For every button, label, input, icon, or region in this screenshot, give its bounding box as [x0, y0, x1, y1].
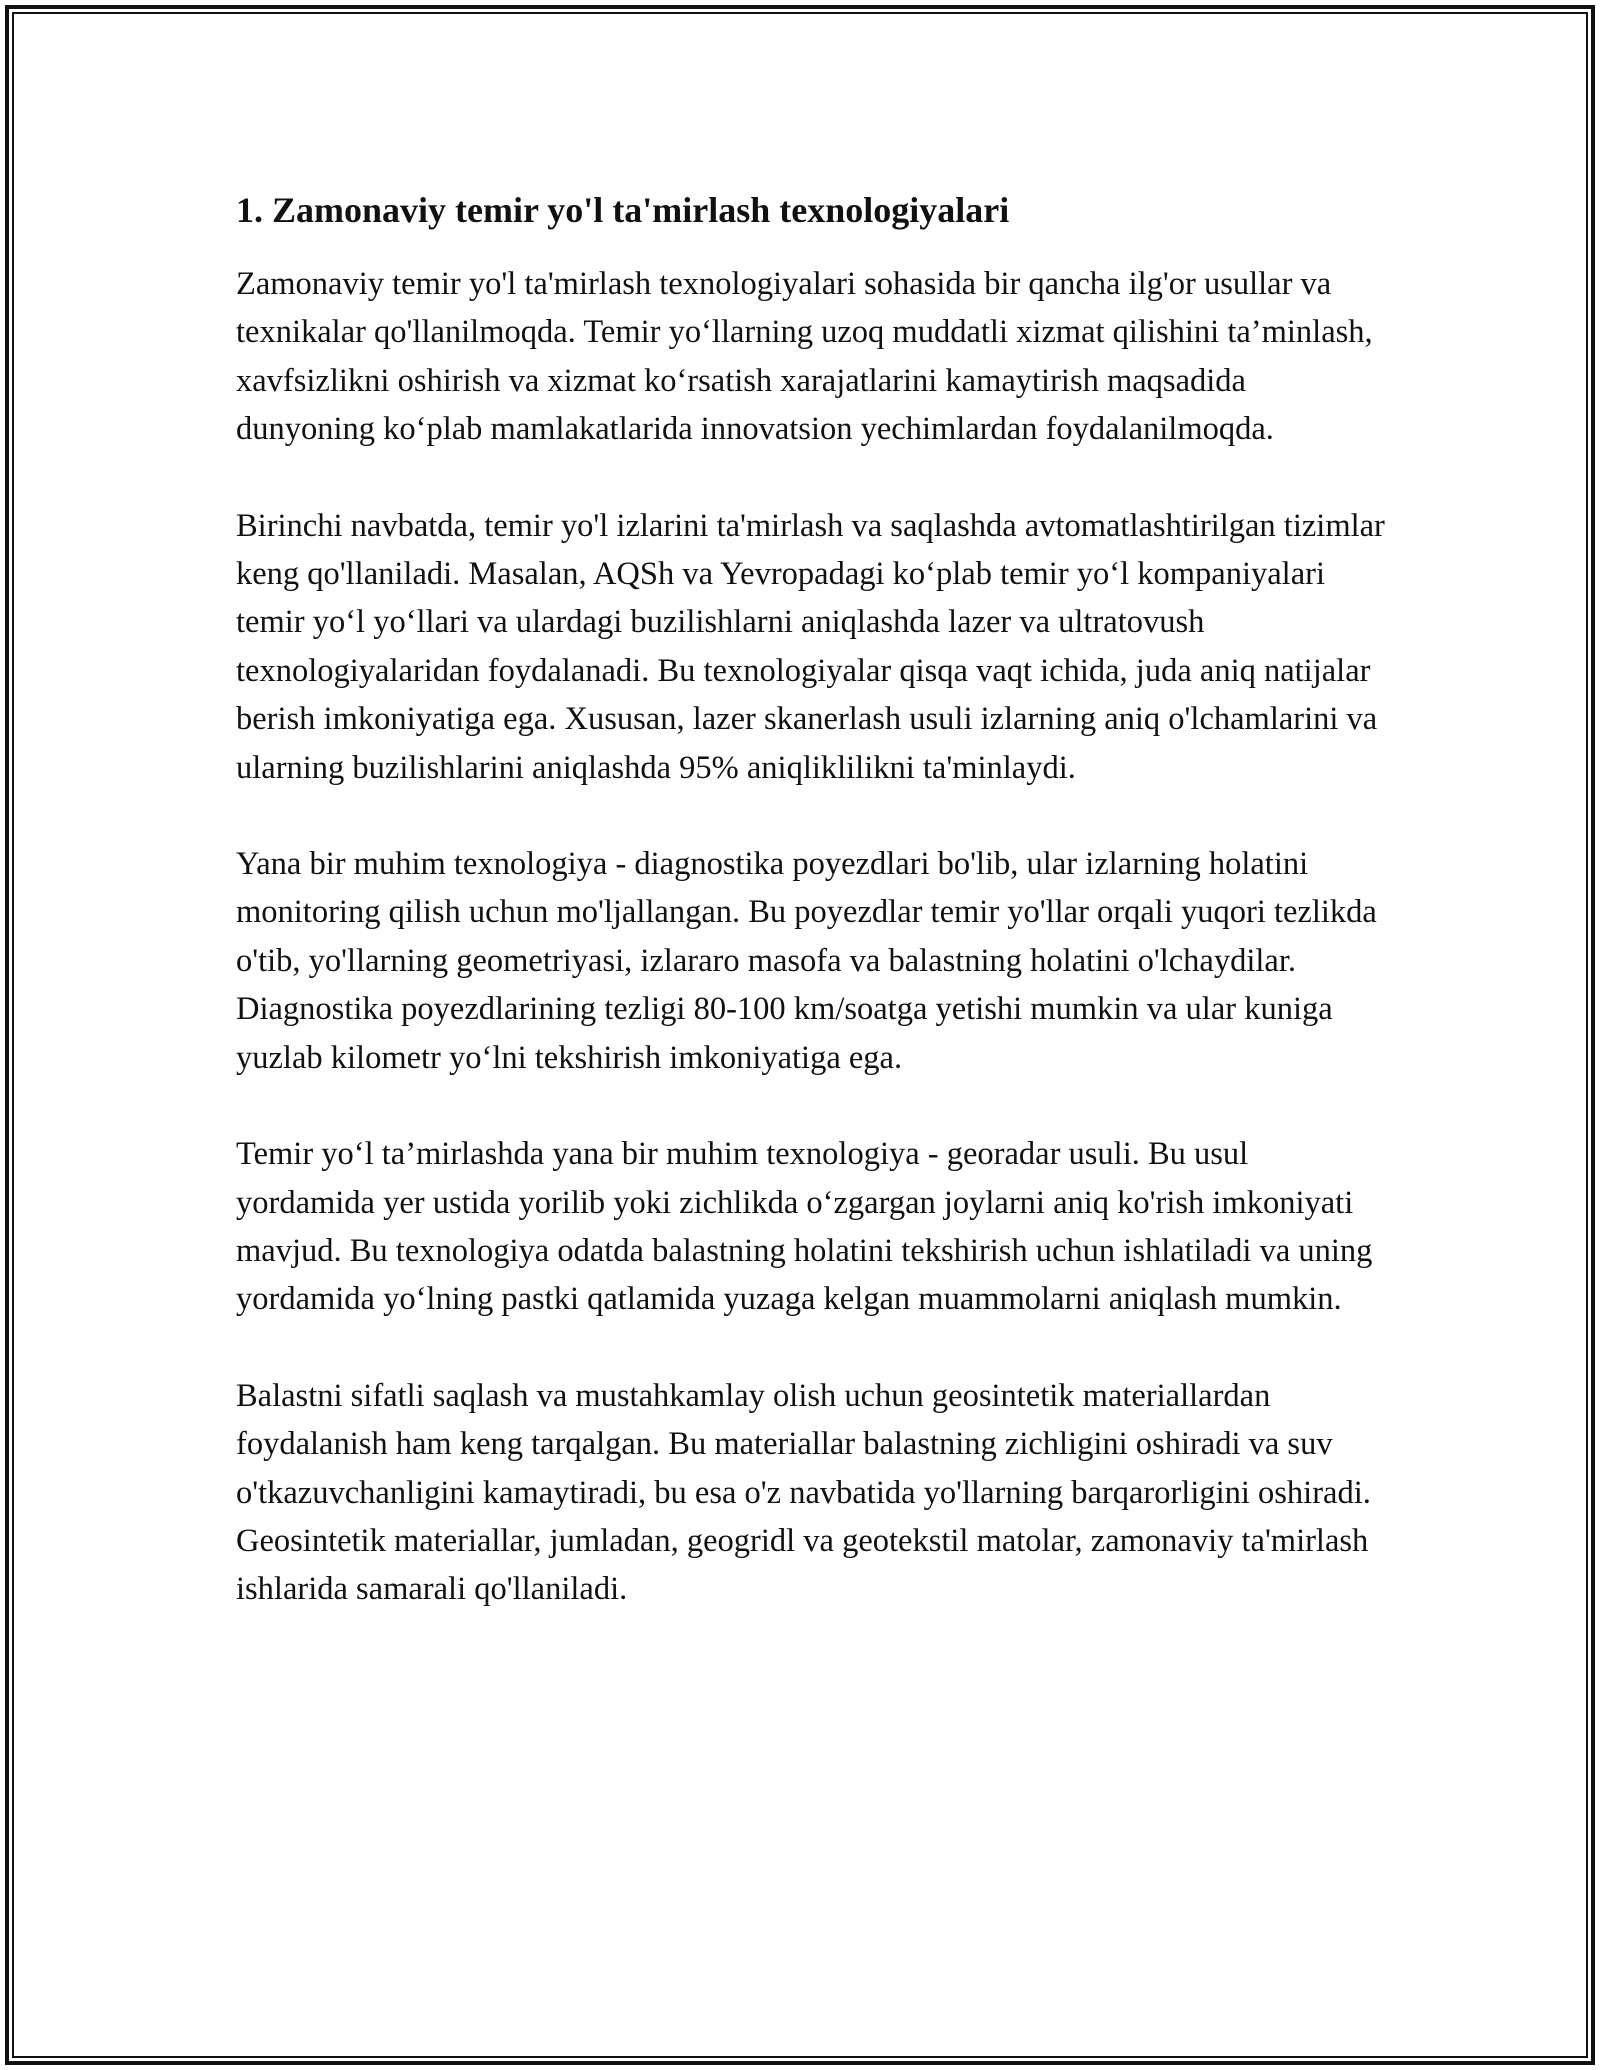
section-heading: 1. Zamonaviy temir yo'l ta'mirlash texnologiyalari: [236, 190, 1010, 230]
paragraph-georadar: Temir yo‘l ta’mirlashda yana bir muhim texnologiya - georadar usuli. Bu usul yordamida yer ustida yorilib yoki zichlikda o‘zgargan joylarni aniq ko'rish imkoniyati mavjud. Bu texnologiya odatda balastning holatini tekshirish uchun ishlatiladi va uning yordamida yo‘lning pastki qatlamida yuzaga kelgan muammolarni aniqlash mumkin.: [236, 1136, 1373, 1318]
paragraph-automation: Birinchi navbatda, temir yo'l izlarini ta'mirlash va saqlashda avtomatlashtirilgan tizimlar keng qo'llaniladi. Masalan, AQSh va Yevropadagi ko‘plab temir yo‘l kompaniyalari temir yo‘l yo‘llari va ulardagi buzilishlarni aniqlashda lazer va ultratovush texnologiyalaridan foydalanadi. Bu texnologiyalar qisqa vaqt ichida, juda aniq natijalar berish imkoniyatiga ega. Xususan, lazer skanerlash usuli izlarning aniq o'lchamlarini va ularning buzilishlarini aniqlashda 95% aniqliklilikni ta'minlaydi.: [236, 507, 1385, 786]
document-body: [236, 186, 1386, 1662]
paragraph-geosynthetics: Balastni sifatli saqlash va mustahkamlay olish uchun geosintetik materiallardan foydalanish ham keng tarqalgan. Bu materiallar balastning zichligini oshiradi va suv o'tkazuvchanligini kamaytiradi, bu esa o'z navbatida yo'llarning barqarorligini oshiradi. Geosintetik materiallar, jumladan, geogridl va geotekstil matolar, zamonaviy ta'mirlash ishlarida samarali qo'llaniladi.: [236, 1377, 1371, 1608]
paragraph-diagnostic-trains: Yana bir muhim texnologiya - diagnostika poyezdlari bo'lib, ular izlarning holatini monitoring qilish uchun mo'ljallangan. Bu poyezdlar temir yo'llar orqali yuqori tezlikda o'tib, yo'llarning geometriyasi, izlararo masofa va balastning holatini o'lchaydilar. Diagnostika poyezdlarining tezligi 80-100 km/soatga yetishi mumkin va ular kuniga yuzlab kilometr yo‘lni tekshirish imkoniyatiga ega.: [236, 846, 1377, 1076]
paragraph-intro: Zamonaviy temir yo'l ta'mirlash texnologiyalari sohasida bir qancha ilg'or usullar va texnikalar qo'llanilmoqda. Temir yo‘llarning uzoq muddatli xizmat qilishini ta’minlash, xavfsizlikni oshirish va xizmat ko‘rsatish xarajatlarini kamaytirish maqsadida dunyoning ko‘plab mamlakatlarida innovatsion yechimlardan foydalanilmoqda.: [236, 266, 1373, 448]
